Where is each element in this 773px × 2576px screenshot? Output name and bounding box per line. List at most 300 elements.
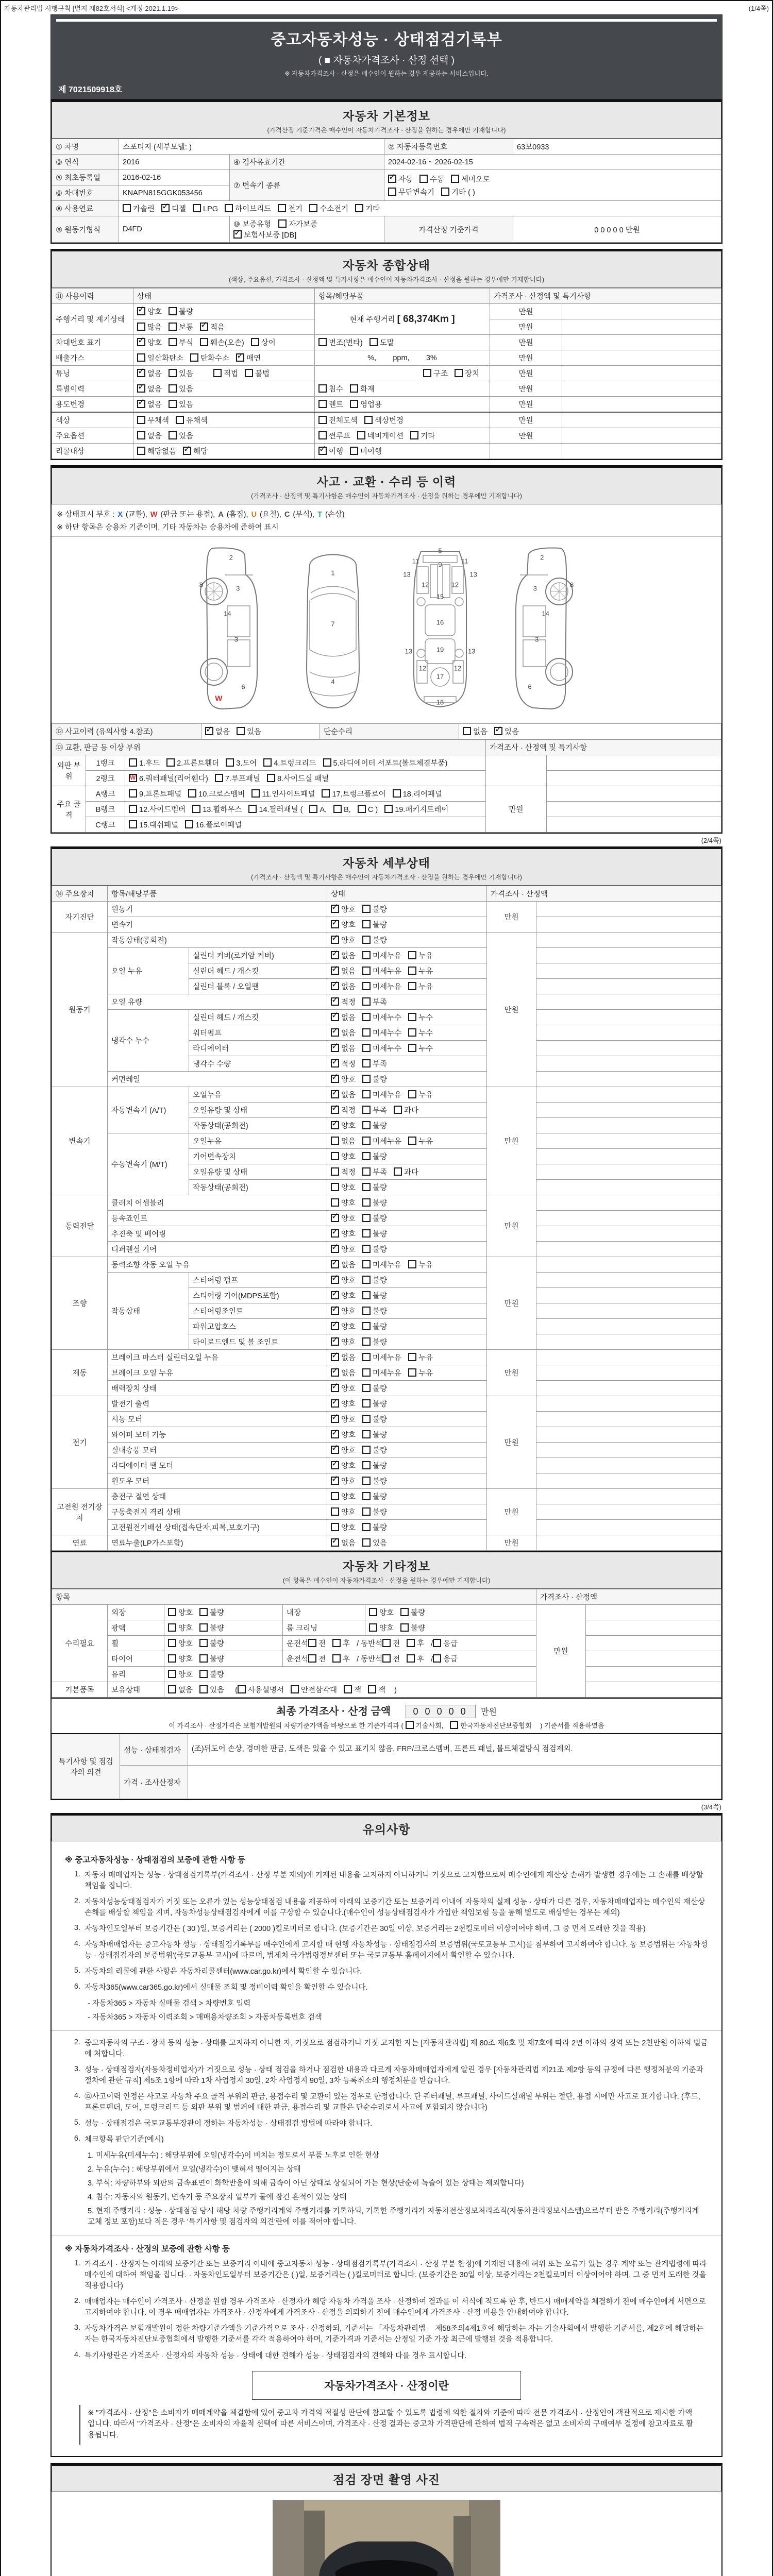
checkbox[interactable] xyxy=(331,1430,339,1438)
checkbox[interactable] xyxy=(400,1623,409,1632)
checkbox[interactable] xyxy=(318,447,327,455)
checkbox-label: 부족 xyxy=(373,1107,388,1115)
checkbox[interactable] xyxy=(350,384,358,393)
checkbox[interactable] xyxy=(362,1446,371,1454)
other-info-subtitle: (이 항목은 매수인이 자동차가격조사 · 산정을 원하는 경우에만 기재합니다) xyxy=(282,1577,491,1584)
checkbox[interactable] xyxy=(332,1654,341,1663)
checkbox[interactable] xyxy=(331,1322,339,1330)
status-cell xyxy=(327,963,487,979)
check-option xyxy=(362,1058,387,1069)
checkbox[interactable] xyxy=(362,1322,371,1330)
notice-item-text: 자동차인도일부터 보증기간은 ( 30 )일, 보증거리는 ( 2000 )킬로미터로 합니다. (보증기간은 30일 이상, 보증거리는 2천킬로미터 이상이어야 하며, 그 중 먼저 도래한 것을 적용) xyxy=(85,1925,646,1934)
checkbox[interactable] xyxy=(331,1152,339,1160)
checkbox[interactable] xyxy=(137,338,145,346)
checkbox[interactable] xyxy=(331,967,339,975)
checkbox[interactable] xyxy=(441,188,449,196)
checkbox[interactable] xyxy=(331,1507,339,1516)
page-top-strip xyxy=(1,1,772,14)
checkbox-label: 양호 xyxy=(178,1609,193,1617)
checkbox[interactable] xyxy=(362,967,371,975)
checkbox[interactable] xyxy=(408,1013,416,1021)
checkbox[interactable] xyxy=(433,1654,441,1663)
check-option xyxy=(137,321,162,332)
checkbox[interactable] xyxy=(200,323,208,331)
checkbox[interactable] xyxy=(331,1384,339,1392)
checkbox[interactable] xyxy=(362,1276,371,1284)
checkbox[interactable] xyxy=(362,982,371,990)
checkbox[interactable] xyxy=(129,820,137,828)
note-cell xyxy=(536,1396,721,1412)
checkbox[interactable] xyxy=(199,1685,208,1693)
checkbox[interactable] xyxy=(192,805,200,813)
checkbox[interactable] xyxy=(226,758,234,767)
checkbox[interactable] xyxy=(137,431,145,439)
checkbox[interactable] xyxy=(331,1229,339,1238)
checkbox-label: 6.쿼터패널(리어휀다) xyxy=(139,775,208,783)
section-photos xyxy=(51,2463,722,2576)
checkbox[interactable] xyxy=(331,1461,339,1469)
status-cell xyxy=(327,1412,487,1427)
checkbox[interactable] xyxy=(423,369,431,377)
checkbox[interactable] xyxy=(308,1654,316,1663)
check-option xyxy=(199,1669,224,1680)
checkbox[interactable] xyxy=(455,369,463,377)
checkbox[interactable] xyxy=(408,1368,416,1377)
checkbox[interactable] xyxy=(168,1639,176,1647)
first-registration-value: 2016-02-16 xyxy=(119,170,230,185)
notice-item xyxy=(65,1870,708,1892)
checkbox[interactable] xyxy=(331,1044,339,1052)
checkbox[interactable] xyxy=(331,1538,339,1547)
checkbox[interactable] xyxy=(169,384,177,393)
checkbox[interactable] xyxy=(362,1507,371,1516)
checkbox[interactable] xyxy=(169,431,177,439)
checkbox[interactable] xyxy=(190,353,198,362)
price-survey-definition-title: 자동차가격조사 · 산정이란 xyxy=(252,2371,521,2400)
checkbox-label: 19.패키지트레이 xyxy=(395,806,449,814)
check-option xyxy=(362,981,401,992)
status-cell xyxy=(327,1427,487,1443)
checkbox[interactable] xyxy=(331,1492,339,1500)
checkbox[interactable] xyxy=(137,447,145,455)
check-option xyxy=(213,368,238,379)
checkbox[interactable] xyxy=(362,1106,371,1114)
checkbox-label: 양호 xyxy=(341,1153,356,1161)
checkbox[interactable] xyxy=(309,204,317,212)
checkbox[interactable] xyxy=(331,1214,339,1222)
checkbox[interactable] xyxy=(200,338,208,346)
checkbox[interactable] xyxy=(394,1106,402,1114)
checkbox[interactable] xyxy=(362,1167,371,1176)
checkbox[interactable] xyxy=(408,1044,416,1052)
checkbox[interactable] xyxy=(331,997,339,1006)
note-cell xyxy=(562,304,721,319)
checkbox[interactable] xyxy=(362,1183,371,1191)
col-head: 상태 xyxy=(133,289,315,304)
checkbox[interactable] xyxy=(331,1075,339,1083)
item-label: 변속기 xyxy=(108,917,327,933)
checkbox[interactable] xyxy=(331,1337,339,1346)
checkbox-label: 보통 xyxy=(179,324,194,332)
check-option xyxy=(451,174,490,184)
checkbox-label: LPG xyxy=(203,205,219,213)
checkbox[interactable] xyxy=(245,369,253,377)
check-option xyxy=(166,757,219,768)
checkbox[interactable] xyxy=(129,805,137,813)
checkbox[interactable] xyxy=(233,230,242,239)
checkbox-label: 부족 xyxy=(373,1060,388,1069)
status-cell xyxy=(327,1334,487,1350)
checkbox[interactable] xyxy=(199,1639,208,1647)
checkbox[interactable] xyxy=(362,1307,371,1315)
row-label: 배출가스 xyxy=(52,350,133,366)
status-code-desc: (교환), xyxy=(124,511,149,519)
item-label: 윈도우 모터 xyxy=(108,1473,327,1489)
checkbox[interactable] xyxy=(168,1670,176,1678)
checkbox[interactable] xyxy=(388,175,396,183)
checkbox[interactable] xyxy=(362,1028,371,1037)
checkbox[interactable] xyxy=(267,774,275,782)
checkbox-label: 양호 xyxy=(341,1122,356,1130)
checkbox[interactable] xyxy=(331,1090,339,1098)
row-label: 광택 xyxy=(108,1620,164,1636)
checkbox[interactable] xyxy=(362,1368,371,1377)
checkbox[interactable] xyxy=(408,982,416,990)
checkbox[interactable] xyxy=(169,307,177,315)
checkbox[interactable] xyxy=(168,1608,176,1616)
field-label: ② 자동차등록번호 xyxy=(384,139,513,155)
subitem-label: 스티어링 펌프 xyxy=(189,1273,327,1288)
checkbox[interactable] xyxy=(129,758,137,767)
status-cell xyxy=(327,1520,487,1535)
checkbox[interactable] xyxy=(368,1685,376,1693)
check-option xyxy=(350,446,382,456)
checkbox[interactable] xyxy=(369,1623,377,1632)
checkbox[interactable] xyxy=(168,1685,176,1693)
checkbox[interactable] xyxy=(331,1106,339,1114)
checkbox[interactable] xyxy=(166,758,175,767)
checkbox[interactable] xyxy=(408,1260,416,1268)
check-option xyxy=(225,203,271,214)
checkbox[interactable] xyxy=(161,204,170,212)
checkbox[interactable] xyxy=(176,416,184,424)
checkbox-label: 12.사이드멤버 xyxy=(139,806,186,814)
checkbox[interactable] xyxy=(309,805,317,813)
checkbox[interactable] xyxy=(408,951,416,959)
checkbox[interactable] xyxy=(350,447,358,455)
checkbox[interactable] xyxy=(248,805,257,813)
checkbox[interactable] xyxy=(251,338,259,346)
checkbox[interactable] xyxy=(331,1121,339,1129)
checkbox[interactable] xyxy=(137,323,145,331)
checkbox[interactable] xyxy=(362,1415,371,1423)
check-option xyxy=(407,1653,424,1664)
notice-subitem: 3. 부식: 차량하부와 외판의 금속표면이 화학반응에 의해 금속이 아닌 상태로 상실되어 가는 현상(단순히 녹슬어 있는 상태는 제외합니다) xyxy=(88,2179,524,2188)
checkbox[interactable] xyxy=(408,967,416,975)
checkbox[interactable] xyxy=(358,805,366,813)
mileage-status xyxy=(133,304,315,319)
notice-item-number: 5. xyxy=(74,2119,80,2127)
checkbox[interactable] xyxy=(331,905,339,913)
checkbox-label: 14.필러패널 ( xyxy=(259,806,303,814)
checkbox[interactable] xyxy=(199,1670,208,1678)
checkbox[interactable] xyxy=(362,1121,371,1129)
device-group-label: 변속기 xyxy=(52,1087,108,1195)
checkbox[interactable] xyxy=(369,1608,377,1616)
checkbox[interactable] xyxy=(362,1430,371,1438)
checkbox[interactable] xyxy=(406,1721,414,1729)
checkbox-label: 양호 xyxy=(178,1640,193,1648)
checkbox[interactable] xyxy=(333,805,342,813)
divider xyxy=(52,2030,721,2031)
checkbox[interactable] xyxy=(331,1353,339,1361)
notice-body xyxy=(52,1841,721,2456)
checkbox[interactable] xyxy=(318,416,327,424)
checkbox[interactable] xyxy=(357,431,365,439)
note-cell xyxy=(562,444,721,459)
checkbox[interactable] xyxy=(205,727,213,735)
checkbox[interactable] xyxy=(407,1639,415,1647)
checkbox[interactable] xyxy=(433,1639,441,1647)
price-cell: 만원 xyxy=(490,335,562,350)
checkbox[interactable] xyxy=(318,384,327,393)
checkbox[interactable] xyxy=(362,1538,371,1547)
checkbox[interactable] xyxy=(362,1013,371,1021)
checkbox[interactable] xyxy=(322,789,330,798)
diagram-part-number: 9 xyxy=(438,561,442,569)
checkbox[interactable] xyxy=(362,936,371,944)
checkbox[interactable] xyxy=(362,1059,371,1067)
checkbox[interactable] xyxy=(331,1198,339,1207)
checkbox[interactable] xyxy=(129,789,137,798)
item-label: 디퍼렌셜 기어 xyxy=(108,1242,327,1257)
mileage-amount-status xyxy=(133,319,315,335)
row-label: 보유상태 xyxy=(108,1682,164,1698)
checkbox[interactable] xyxy=(408,1028,416,1037)
checkbox[interactable] xyxy=(382,1639,391,1647)
status-code-letter: C xyxy=(284,511,290,519)
checkbox[interactable] xyxy=(168,1654,176,1663)
checkbox[interactable] xyxy=(331,1028,339,1037)
checkbox[interactable] xyxy=(331,1415,339,1423)
checkbox[interactable] xyxy=(463,727,471,735)
checkbox[interactable] xyxy=(362,1044,371,1052)
checkbox-label: 양호 xyxy=(341,937,356,945)
checkbox[interactable] xyxy=(382,1654,391,1663)
checkbox[interactable] xyxy=(331,1446,339,1454)
checkbox[interactable] xyxy=(362,1492,371,1500)
checkbox[interactable] xyxy=(238,1685,246,1693)
checkbox[interactable] xyxy=(451,175,459,183)
checkbox[interactable] xyxy=(331,1059,339,1067)
checkbox[interactable] xyxy=(362,1337,371,1346)
diagram-part-number: 14 xyxy=(542,609,549,618)
col-head: 상태 xyxy=(327,886,487,902)
checkbox[interactable] xyxy=(332,1639,341,1647)
checkbox-label: 양호 xyxy=(341,1509,356,1517)
checkbox[interactable] xyxy=(318,431,327,439)
checkbox[interactable] xyxy=(407,1654,415,1663)
checkbox[interactable] xyxy=(323,758,331,767)
checkbox[interactable] xyxy=(278,204,286,212)
checkbox[interactable] xyxy=(362,1245,371,1253)
checkbox[interactable] xyxy=(362,1477,371,1485)
checkbox[interactable] xyxy=(331,1167,339,1176)
car-name-value: 스포티지 (세부모델: ) xyxy=(119,139,384,155)
checkbox[interactable] xyxy=(362,920,371,928)
checkbox[interactable] xyxy=(331,1245,339,1253)
checkbox[interactable] xyxy=(408,1353,416,1361)
checkbox[interactable] xyxy=(169,338,177,346)
checkbox-label: 미이행 xyxy=(360,448,382,456)
checkbox[interactable] xyxy=(331,1137,339,1145)
checkbox[interactable] xyxy=(362,1075,371,1083)
checkbox[interactable] xyxy=(362,1214,371,1222)
checkbox[interactable] xyxy=(362,1260,371,1268)
checkbox[interactable] xyxy=(331,1477,339,1485)
checkbox-label: 누유 xyxy=(418,1354,433,1362)
checkbox[interactable] xyxy=(278,219,287,228)
subitem-label: 오일유량 및 상태 xyxy=(189,1103,327,1118)
checkbox[interactable] xyxy=(331,1399,339,1408)
checkbox[interactable] xyxy=(236,353,244,362)
checkbox[interactable] xyxy=(331,1291,339,1299)
checkbox-label: 없음 xyxy=(341,1014,356,1022)
check-option xyxy=(362,1166,387,1177)
checkbox[interactable] xyxy=(225,204,233,212)
checkbox[interactable] xyxy=(331,1183,339,1191)
checkbox[interactable] xyxy=(362,1399,371,1408)
checkbox[interactable] xyxy=(331,1013,339,1021)
checkbox[interactable] xyxy=(388,188,396,196)
checkbox[interactable] xyxy=(318,400,327,408)
checkbox[interactable] xyxy=(237,727,245,735)
checkbox[interactable] xyxy=(137,369,145,377)
checkbox[interactable] xyxy=(362,1137,371,1145)
weld-mark-checkbox[interactable] xyxy=(129,774,137,782)
checkbox[interactable] xyxy=(362,1523,371,1531)
checkbox[interactable] xyxy=(362,1461,371,1469)
checkbox-label: 양호 xyxy=(341,1524,356,1532)
checkbox[interactable] xyxy=(263,758,272,767)
emission-values: %, ppm, 3% xyxy=(315,350,490,366)
checkbox[interactable] xyxy=(291,1685,299,1693)
checkbox[interactable] xyxy=(215,774,223,782)
row-label: 용도변경 xyxy=(52,397,133,413)
checkbox[interactable] xyxy=(450,1721,458,1729)
subitem-label: 실린더 헤드 / 개스킷 xyxy=(189,963,327,979)
note-cell xyxy=(586,1667,721,1682)
checkbox[interactable] xyxy=(137,307,145,315)
checkbox[interactable] xyxy=(169,369,177,377)
checkbox[interactable] xyxy=(331,936,339,944)
subitem-label: 실린더 블록 / 오일팬 xyxy=(189,979,327,994)
checkbox[interactable] xyxy=(331,1307,339,1315)
checkbox[interactable] xyxy=(137,384,145,393)
checkbox[interactable] xyxy=(362,1090,371,1098)
check-option xyxy=(388,187,434,197)
checkbox[interactable] xyxy=(199,1623,208,1632)
checkbox[interactable] xyxy=(362,1198,371,1207)
checkbox[interactable] xyxy=(410,431,418,439)
checkbox[interactable] xyxy=(199,1608,208,1616)
checkbox[interactable] xyxy=(318,338,327,346)
note-cell xyxy=(536,1149,721,1164)
checkbox[interactable] xyxy=(362,1229,371,1238)
checkbox[interactable] xyxy=(137,400,145,408)
checkbox-label: 양호 xyxy=(341,906,356,914)
checkbox[interactable] xyxy=(193,204,201,212)
checkbox[interactable] xyxy=(362,1353,371,1361)
checkbox-label: 불량 xyxy=(373,1246,388,1254)
checkbox[interactable] xyxy=(400,1608,409,1616)
rank-label: C랭크 xyxy=(86,817,125,833)
subitem-label: 오일유량 및 상태 xyxy=(189,1164,327,1180)
checkbox[interactable] xyxy=(331,951,339,959)
checkbox[interactable] xyxy=(331,982,339,990)
check-option xyxy=(331,1290,356,1301)
check-option xyxy=(332,1638,350,1649)
checkbox[interactable] xyxy=(137,416,145,424)
checkbox[interactable] xyxy=(362,997,371,1006)
checkbox[interactable] xyxy=(188,789,196,798)
checkbox[interactable] xyxy=(331,1260,339,1268)
checkbox[interactable] xyxy=(137,353,145,362)
checkbox[interactable] xyxy=(364,416,373,424)
checkbox[interactable] xyxy=(344,1685,352,1693)
checkbox[interactable] xyxy=(362,1384,371,1392)
checkbox[interactable] xyxy=(123,204,131,212)
checkbox[interactable] xyxy=(350,400,358,408)
checkbox[interactable] xyxy=(199,1654,208,1663)
checkbox[interactable] xyxy=(384,805,393,813)
checkbox[interactable] xyxy=(355,204,363,212)
checkbox[interactable] xyxy=(369,338,378,346)
checkbox[interactable] xyxy=(494,727,502,735)
checkbox[interactable] xyxy=(408,1090,416,1098)
checkbox[interactable] xyxy=(185,820,193,828)
check-option xyxy=(394,1105,418,1115)
checkbox[interactable] xyxy=(393,789,401,798)
checkbox[interactable] xyxy=(419,175,428,183)
check-option xyxy=(199,1638,224,1649)
checkbox[interactable] xyxy=(251,789,260,798)
checkbox-label: 양호 xyxy=(178,1624,193,1633)
checkbox[interactable] xyxy=(408,1137,416,1145)
checkbox[interactable] xyxy=(362,1291,371,1299)
checkbox[interactable] xyxy=(331,920,339,928)
checkbox[interactable] xyxy=(308,1639,316,1647)
checkbox[interactable] xyxy=(362,951,371,959)
checkbox[interactable] xyxy=(362,905,371,913)
check-option xyxy=(331,1058,356,1069)
price-cell: 만원 xyxy=(487,1087,536,1195)
checkbox[interactable] xyxy=(183,447,191,455)
checkbox[interactable] xyxy=(331,1276,339,1284)
checkbox[interactable] xyxy=(394,1167,402,1176)
checkbox[interactable] xyxy=(331,1523,339,1531)
checkbox[interactable] xyxy=(362,1152,371,1160)
notice-item-text: ⑫사고이력 인정은 사고로 자동차 주요 골격 부위의 판금, 용접수리 및 교환이 있는 경우로 한정합니다. 단 쿼터패널, 루프패널, 사이드실패널 부위는 절단, 용접 시에만 사고로 표기합니다. (후드, 프론트펜더, 도어, 트렁크리드 등 외판 부위 및 범퍼에 대한 판금, 용접수리 및 교환은 단순수리로서 사고에 포함되지 않습니다) xyxy=(85,2093,700,2112)
checkbox[interactable] xyxy=(169,323,177,331)
checkbox[interactable] xyxy=(213,369,222,377)
check-option xyxy=(331,996,356,1007)
checkbox[interactable] xyxy=(168,1623,176,1632)
checkbox[interactable] xyxy=(331,1368,339,1377)
price-cell: 만원 xyxy=(490,350,562,366)
checkbox[interactable] xyxy=(169,400,177,408)
diagram-part-number: 13 xyxy=(403,570,411,579)
